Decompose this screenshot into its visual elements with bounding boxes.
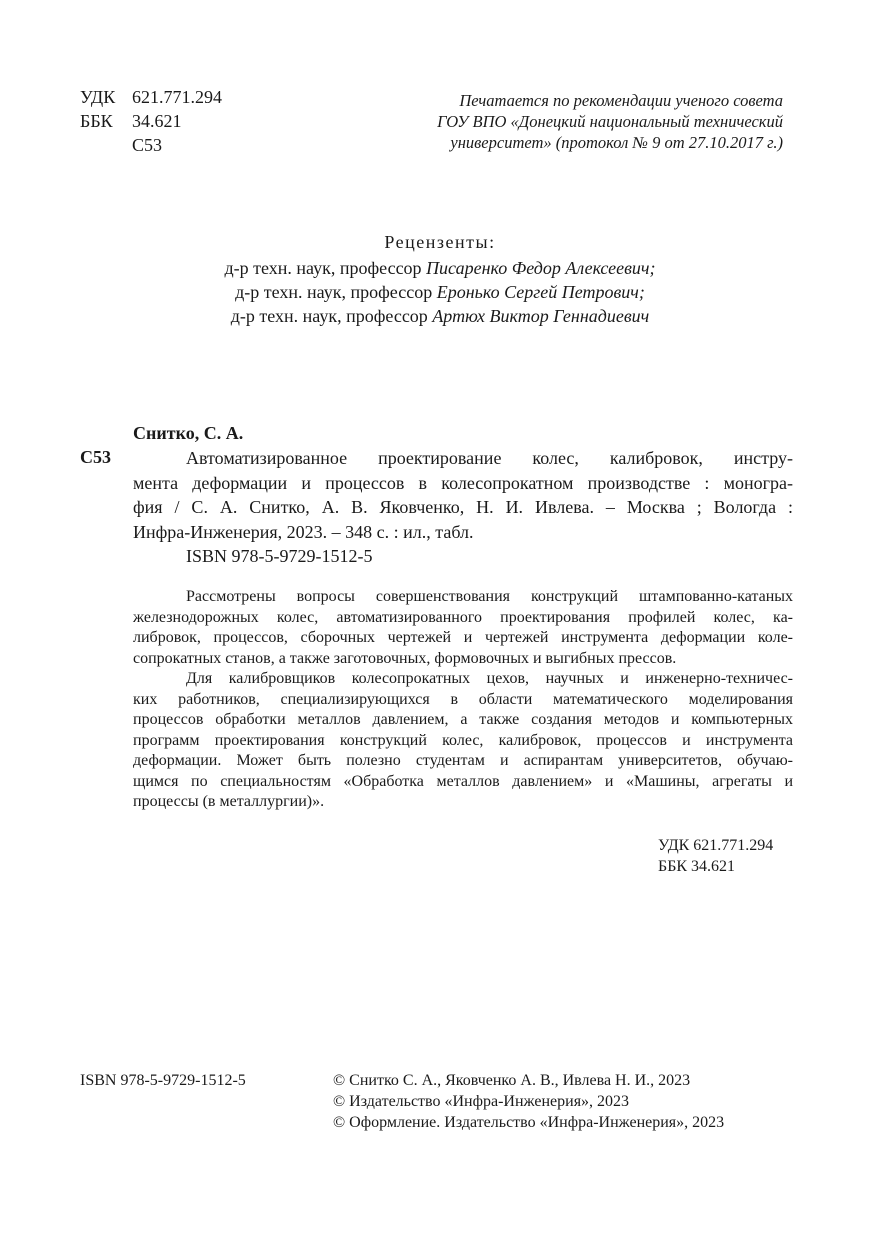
reviewer-degree: д-р техн. наук, профессор <box>235 282 433 302</box>
reviewer-degree: д-р техн. наук, профессор <box>224 258 422 278</box>
catalog-isbn: ISBN 978-5-9729-1512-5 <box>186 546 373 566</box>
reviewer-name: Писаренко Федор Алексеевич; <box>426 258 656 278</box>
catalog-author: Снитко, С. А. <box>133 423 244 443</box>
reviewer-name: Артюх Виктор Геннадиевич <box>432 306 650 326</box>
bottom-classification-codes <box>658 835 773 877</box>
annotation-line: процессов обработки металлов давлением, а также создания методов и компьютерных <box>133 711 793 728</box>
biblio-line: мента деформации и процессов в колесопрокатном производстве : моногра- <box>133 472 793 493</box>
author-mark-row <box>80 133 222 157</box>
annotation-line: железнодорожных колес, автоматизированного проектирования профилей колес, ка- <box>133 608 793 626</box>
annotation-line: сопрокатных станов, а также заготовочных, формовочных и выгибных прессов. <box>133 649 677 667</box>
bottom-udk: УДК 621.771.294 <box>658 837 774 854</box>
copyright-line: © Издательство «Инфра-Инженерия», 2023 <box>333 1093 630 1110</box>
reviewer-line <box>120 256 760 280</box>
annotation-line: Рассмотрены вопросы совершенствования конструкций штампованно-катаных <box>186 588 793 605</box>
footer-isbn: ISBN 978-5-9729-1512-5 <box>80 1072 246 1089</box>
copyright-line: © Оформление. Издательство «Инфра-Инженерия», 2023 <box>333 1114 725 1131</box>
reviewers-block <box>120 230 760 328</box>
copyright-line: © Снитко С. А., Яковченко А. В., Ивлева Н. И., 2023 <box>333 1072 691 1089</box>
biblio-line: фия / С. А. Снитко, А. В. Яковченко, Н. И. Ивлева. – Москва ; Вологда : <box>133 497 793 517</box>
imprimatur-line: ГОУ ВПО «Донецкий национальный технический <box>437 112 783 131</box>
udk-label: УДК <box>80 87 116 107</box>
reviewer-degree: д-р техн. наук, профессор <box>230 306 428 326</box>
annotation-line: ких работников, специализирующихся в области математического моделирования <box>133 690 793 708</box>
reviewers-title: Рецензенты: <box>384 232 496 252</box>
annotation <box>133 587 793 813</box>
copyright-block <box>333 1070 724 1133</box>
reviewer-name: Еронько Сергей Петрович; <box>436 282 645 302</box>
bbk-value: 34.621 <box>132 111 182 131</box>
biblio-line: Автоматизированное проектирование колес, калибровок, инстру- <box>186 448 793 468</box>
reviewer-line <box>120 280 760 304</box>
udk-row <box>80 85 222 109</box>
annotation-line: щимся по специальностям «Обработка металлов давлением» и «Машины, агрегаты и <box>133 772 793 790</box>
bibliographic-description <box>133 446 793 569</box>
imprimatur <box>395 90 783 153</box>
udk-value: 621.771.294 <box>132 87 222 107</box>
author-mark: С53 <box>132 135 163 155</box>
bottom-bbk: ББК 34.621 <box>658 858 736 875</box>
catalog-mark: С53 <box>80 447 111 467</box>
annotation-line: либровок, процессов, сборочных чертежей и чертежей инструмента деформации коле- <box>133 629 793 646</box>
annotation-line: деформации. Может быть полезно студентам и аспирантам университетов, обучаю- <box>133 752 793 769</box>
annotation-line: процессы (в металлургии)». <box>133 793 325 810</box>
reviewer-line <box>120 304 760 328</box>
annotation-line: программ проектирования конструкций колес, калибровок, процессов и инструмента <box>133 731 793 749</box>
imprimatur-line: Печатается по рекомендации ученого совета <box>459 91 783 110</box>
biblio-line: Инфра-Инженерия, 2023. – 348 с. : ил., табл. <box>133 521 474 542</box>
bbk-label: ББК <box>80 111 113 131</box>
classification-codes <box>80 85 222 157</box>
bbk-row <box>80 109 222 133</box>
annotation-line: Для калибровщиков колесопрокатных цехов, научных и инженерно-техничес- <box>186 670 793 687</box>
imprimatur-line: университет» (протокол № 9 от 27.10.2017 г.) <box>450 133 783 152</box>
